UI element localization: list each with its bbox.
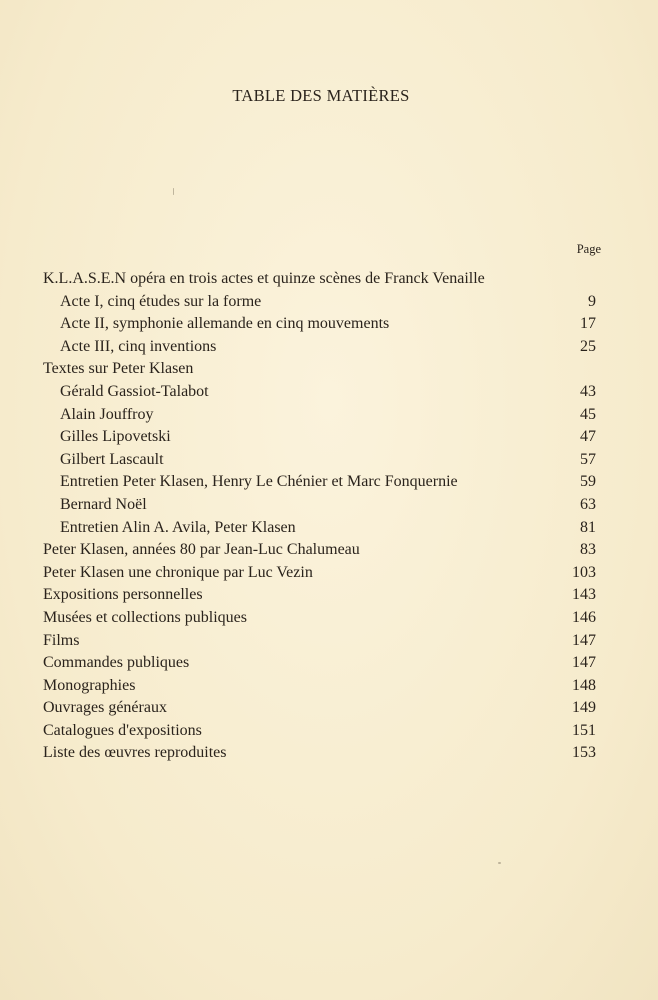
toc-entry-title: Commandes publiques xyxy=(43,654,190,672)
toc-entry-title: Peter Klasen une chronique par Luc Vezin xyxy=(43,563,313,581)
toc-entry-title: Expositions personnelles xyxy=(43,586,203,604)
paper-speck xyxy=(173,188,174,195)
toc-entry-page: 147 xyxy=(572,654,596,672)
toc-entry xyxy=(43,313,596,336)
toc-entry xyxy=(43,381,596,404)
toc-entry-title: Catalogues d'expositions xyxy=(43,721,202,739)
toc-entry-page: 153 xyxy=(572,744,596,762)
toc-entry-title: Acte III, cinq inventions xyxy=(60,337,217,355)
toc-entry xyxy=(43,607,596,630)
toc-entry xyxy=(43,562,596,585)
toc-entry-title: K.L.A.S.E.N opéra en trois actes et quinze scènes de Franck Venaille xyxy=(43,270,485,287)
toc-entry-title: Films xyxy=(43,631,80,649)
toc-entry-page: 47 xyxy=(580,428,596,446)
toc-entry xyxy=(43,697,596,720)
toc-entry-page: 148 xyxy=(572,676,596,694)
toc-entry-title: Liste des œuvres reproduites xyxy=(43,744,227,762)
toc-entry-title: Ouvrages généraux xyxy=(43,699,167,717)
toc-entry-page: 147 xyxy=(572,631,596,649)
toc-entry-page: 57 xyxy=(580,450,596,468)
toc-entry xyxy=(43,584,596,607)
toc-entry-page: 151 xyxy=(572,721,596,739)
paper-speck xyxy=(498,862,501,864)
page-column-label: Page xyxy=(576,242,601,256)
toc-entry-title: Peter Klasen, années 80 par Jean-Luc Chalumeau xyxy=(43,541,360,559)
toc-entry-page: 17 xyxy=(580,315,596,333)
toc-entry xyxy=(43,630,596,653)
toc-entry-title: Musées et collections publiques xyxy=(43,608,247,626)
toc-entry-title: Gérald Gassiot-Talabot xyxy=(60,382,209,400)
toc-entry xyxy=(43,742,596,765)
toc-entry-page: 146 xyxy=(572,608,596,626)
toc-entry-page: 63 xyxy=(580,495,596,513)
toc-entry xyxy=(43,336,596,359)
toc-entry xyxy=(43,449,596,472)
toc-entry-page: 143 xyxy=(572,586,596,604)
toc-entry-page: 81 xyxy=(580,518,596,536)
toc-entry xyxy=(43,404,596,427)
toc-entry-page: 9 xyxy=(588,292,596,310)
toc-entry xyxy=(43,358,596,381)
toc-entry xyxy=(43,539,596,562)
toc-entry-title: Bernard Noël xyxy=(60,495,147,513)
toc-entry-page: 25 xyxy=(580,337,596,355)
toc-entry xyxy=(43,517,596,540)
table-of-contents xyxy=(43,268,596,765)
toc-entry xyxy=(43,426,596,449)
toc-entry-title: Alain Jouffroy xyxy=(60,405,154,423)
toc-entry-page: 45 xyxy=(580,405,596,423)
toc-entry xyxy=(43,494,596,517)
toc-entry-page: 149 xyxy=(572,699,596,717)
toc-entry-page: 43 xyxy=(580,382,596,400)
toc-entry xyxy=(43,291,596,314)
toc-entry xyxy=(43,675,596,698)
toc-entry-page: 103 xyxy=(572,563,596,581)
toc-entry-title: Gilles Lipovetski xyxy=(60,428,171,446)
toc-entry-title: Monographies xyxy=(43,676,136,694)
toc-entry-page: 59 xyxy=(580,473,596,491)
toc-entry xyxy=(43,268,596,291)
toc-entry-page: 83 xyxy=(580,541,596,559)
toc-entry-title: Acte II, symphonie allemande en cinq mouvements xyxy=(60,315,390,333)
toc-entry xyxy=(43,471,596,494)
toc-entry-title: Entretien Peter Klasen, Henry Le Chénier et Marc Fonquernie xyxy=(60,473,458,491)
toc-entry-title: Acte I, cinq études sur la forme xyxy=(60,292,262,310)
toc-entry-title: Gilbert Lascault xyxy=(60,450,164,468)
toc-entry xyxy=(43,652,596,675)
toc-entry xyxy=(43,720,596,743)
page-title: TABLE DES MATIÈRES xyxy=(232,86,410,105)
toc-entry-title: Entretien Alin A. Avila, Peter Klasen xyxy=(60,518,296,536)
toc-entry-title: Textes sur Peter Klasen xyxy=(43,360,194,378)
